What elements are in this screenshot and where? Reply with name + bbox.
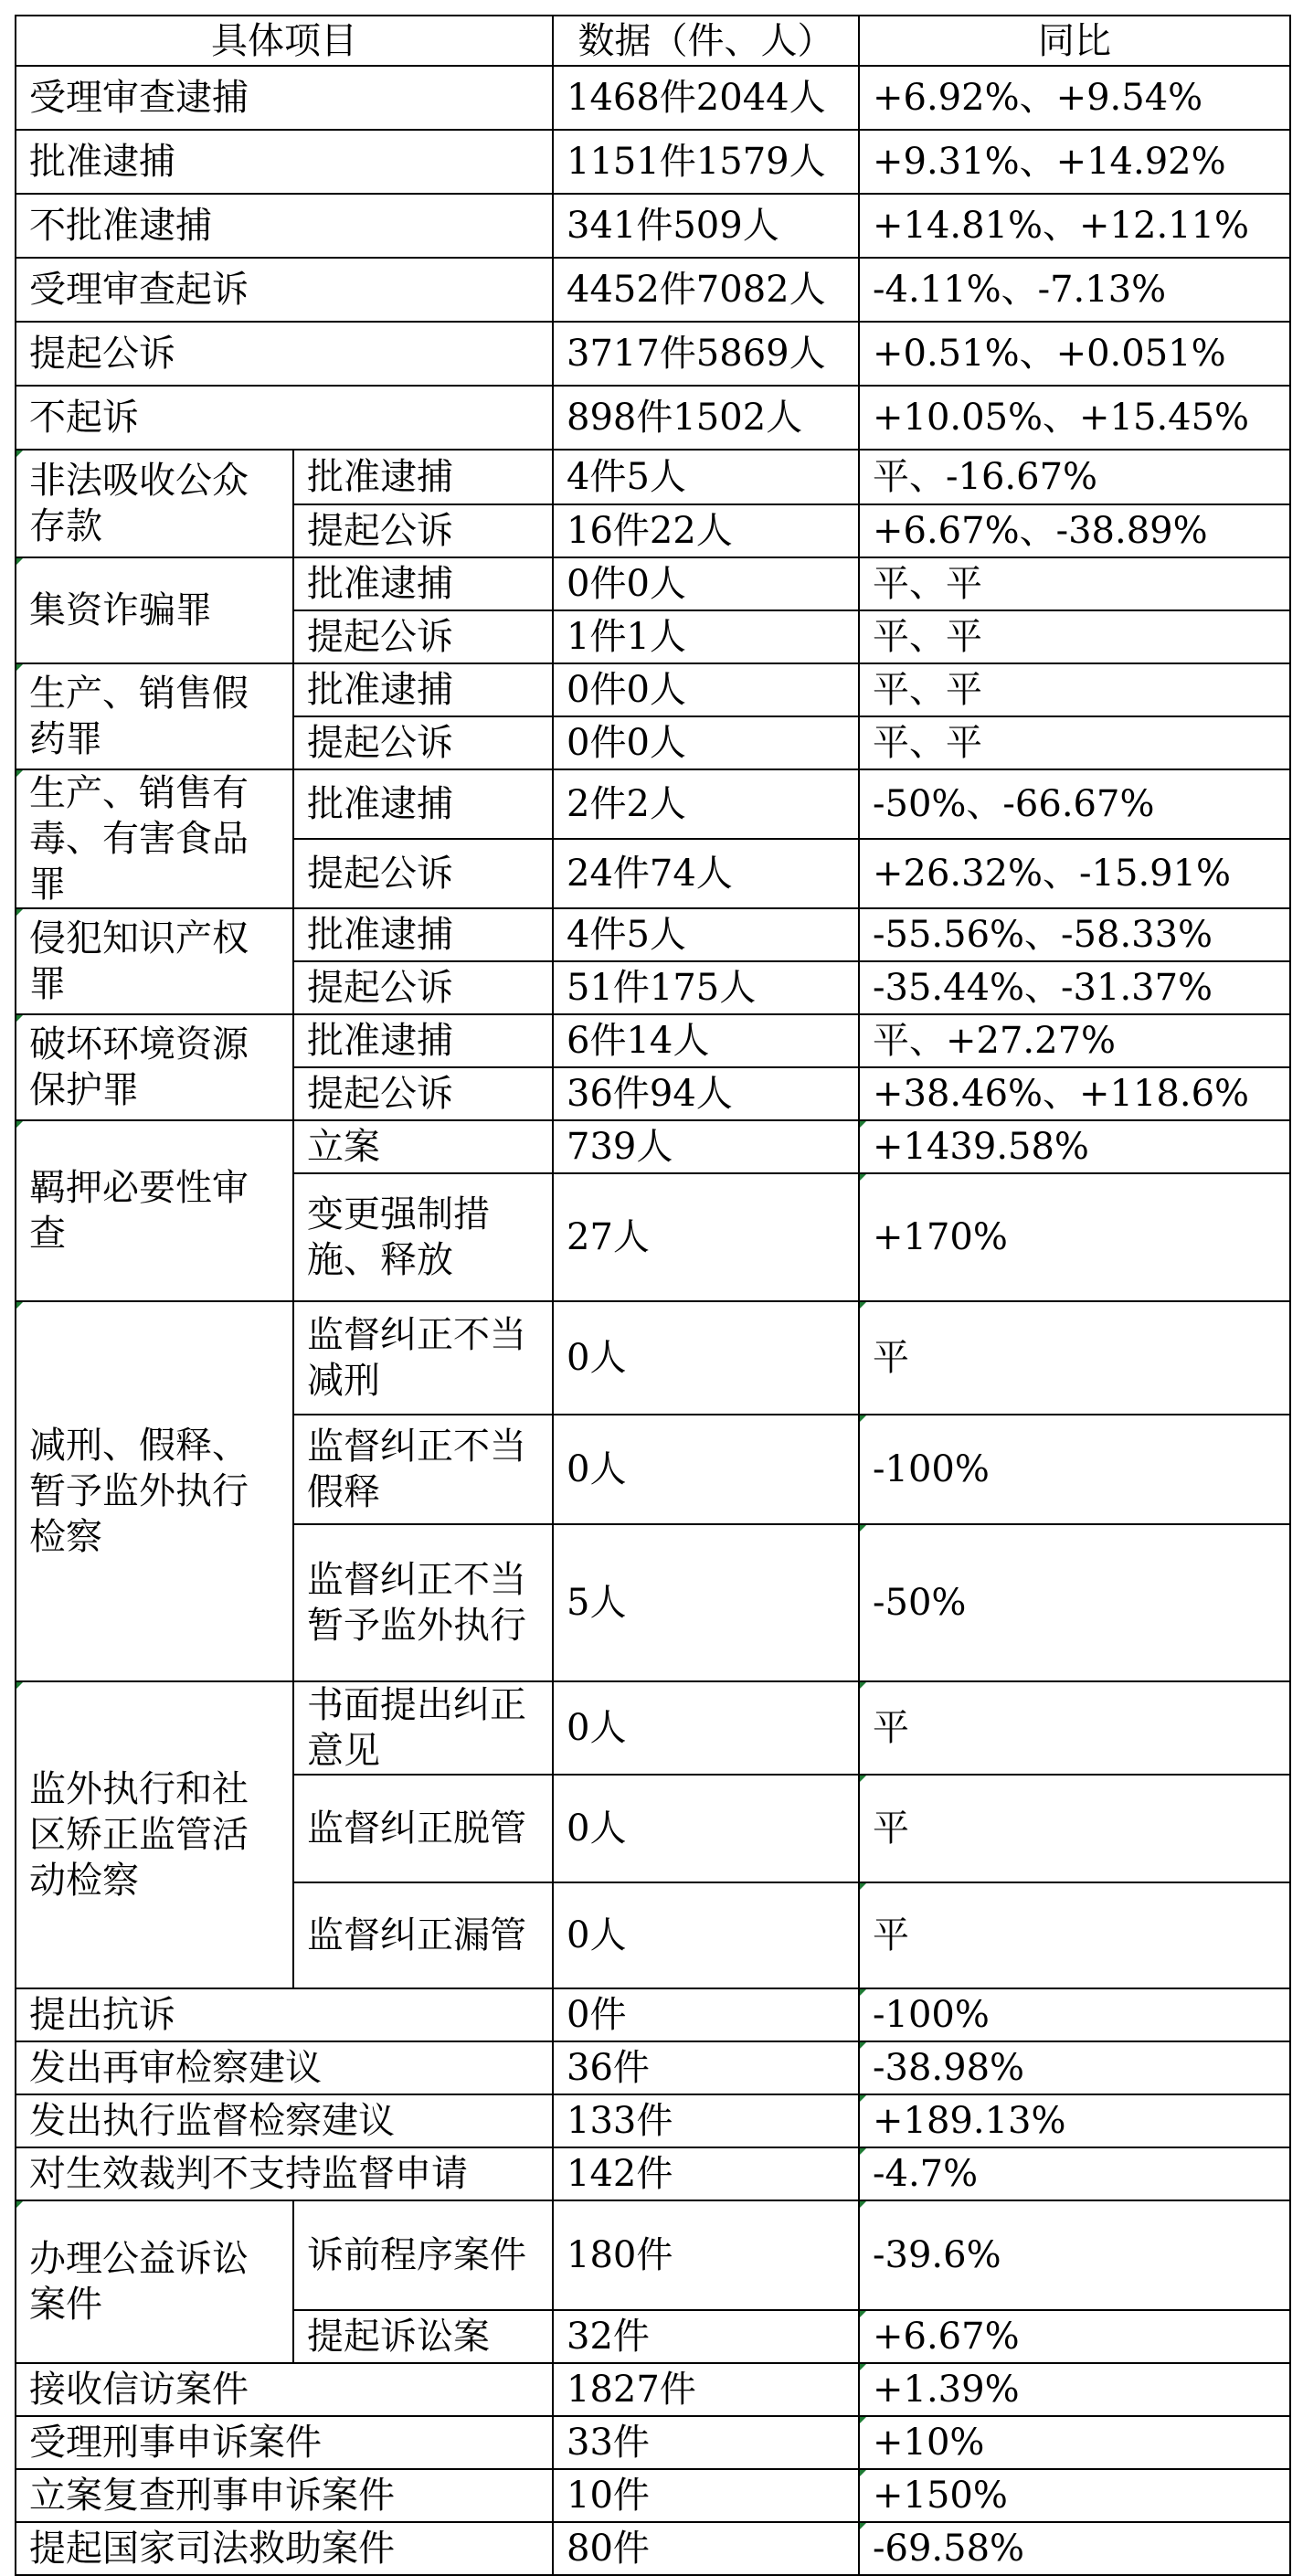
sub-item: 监督纠正漏管 bbox=[293, 1882, 553, 1988]
sub-yoy: -39.6% bbox=[859, 2200, 1290, 2310]
row-item: 批准逮捕 bbox=[16, 130, 553, 194]
sub-item: 监督纠正不当暂予监外执行 bbox=[293, 1524, 553, 1681]
sub-data: 180件 bbox=[553, 2200, 859, 2310]
header-row bbox=[16, 16, 1290, 66]
header-data: 数据（件、人） bbox=[553, 16, 859, 66]
sub-item: 批准逮捕 bbox=[293, 769, 553, 839]
sub-yoy: -50%、-66.67% bbox=[859, 769, 1290, 839]
table-row bbox=[16, 2200, 1290, 2310]
sub-yoy: 平、平 bbox=[859, 610, 1290, 663]
row-data: 133件 bbox=[553, 2094, 859, 2147]
row-data: 10件 bbox=[553, 2469, 859, 2522]
sub-yoy: 平 bbox=[859, 1301, 1290, 1415]
sub-item: 提起公诉 bbox=[293, 961, 553, 1014]
table-row bbox=[16, 130, 1290, 194]
sub-yoy: 平 bbox=[859, 1681, 1290, 1775]
row-yoy: +10% bbox=[859, 2416, 1290, 2469]
category-label: 破坏环境资源保护罪 bbox=[16, 1014, 293, 1120]
sub-data: 0件0人 bbox=[553, 716, 859, 769]
table-row bbox=[16, 322, 1290, 386]
sub-item: 批准逮捕 bbox=[293, 450, 553, 504]
sub-item: 提起公诉 bbox=[293, 504, 553, 557]
sub-item: 批准逮捕 bbox=[293, 663, 553, 716]
table-row bbox=[16, 1681, 1290, 1775]
row-data: 142件 bbox=[553, 2147, 859, 2200]
table-row bbox=[16, 66, 1290, 130]
sub-data: 27人 bbox=[553, 1173, 859, 1301]
sub-item: 立案 bbox=[293, 1120, 553, 1173]
row-item: 发出执行监督检察建议 bbox=[16, 2094, 553, 2147]
sub-yoy: 平、平 bbox=[859, 663, 1290, 716]
sub-item: 提起公诉 bbox=[293, 610, 553, 663]
header-item: 具体项目 bbox=[16, 16, 553, 66]
row-item: 提起公诉 bbox=[16, 322, 553, 386]
category-label: 集资诈骗罪 bbox=[16, 557, 293, 663]
category-label: 减刑、假释、暂予监外执行检察 bbox=[16, 1301, 293, 1681]
sub-data: 51件175人 bbox=[553, 961, 859, 1014]
table-row bbox=[16, 386, 1290, 450]
table-row bbox=[16, 557, 1290, 610]
table-row bbox=[16, 2147, 1290, 2200]
row-item: 提起国家司法救助案件 bbox=[16, 2522, 553, 2575]
sub-data: 4件5人 bbox=[553, 908, 859, 961]
sub-yoy: +38.46%、+118.6% bbox=[859, 1067, 1290, 1120]
row-yoy: -100% bbox=[859, 1988, 1290, 2041]
sub-yoy: -35.44%、-31.37% bbox=[859, 961, 1290, 1014]
row-item: 不批准逮捕 bbox=[16, 194, 553, 258]
table-row bbox=[16, 2522, 1290, 2575]
table-row bbox=[16, 1301, 1290, 1415]
category-label: 羁押必要性审查 bbox=[16, 1120, 293, 1301]
sub-yoy: +6.67%、-38.89% bbox=[859, 504, 1290, 557]
row-item: 受理审查逮捕 bbox=[16, 66, 553, 130]
sub-data: 2件2人 bbox=[553, 769, 859, 839]
sub-item: 批准逮捕 bbox=[293, 1014, 553, 1067]
sub-data: 32件 bbox=[553, 2310, 859, 2363]
sub-item: 提起公诉 bbox=[293, 1067, 553, 1120]
table-row bbox=[16, 450, 1290, 504]
row-yoy: -69.58% bbox=[859, 2522, 1290, 2575]
sub-data: 0件0人 bbox=[553, 557, 859, 610]
table-row bbox=[16, 2041, 1290, 2094]
row-data: 3717件5869人 bbox=[553, 322, 859, 386]
sub-yoy: -50% bbox=[859, 1524, 1290, 1681]
row-yoy: -4.11%、-7.13% bbox=[859, 258, 1290, 322]
row-yoy: +0.51%、+0.051% bbox=[859, 322, 1290, 386]
sub-data: 6件14人 bbox=[553, 1014, 859, 1067]
sub-data: 0人 bbox=[553, 1301, 859, 1415]
table-row bbox=[16, 2416, 1290, 2469]
table-row bbox=[16, 2363, 1290, 2416]
sub-data: 36件94人 bbox=[553, 1067, 859, 1120]
row-data: 0件 bbox=[553, 1988, 859, 2041]
row-data: 80件 bbox=[553, 2522, 859, 2575]
table-row bbox=[16, 769, 1290, 839]
sub-data: 739人 bbox=[553, 1120, 859, 1173]
row-yoy: +189.13% bbox=[859, 2094, 1290, 2147]
category-label: 生产、销售假药罪 bbox=[16, 663, 293, 769]
sub-yoy: 平、+27.27% bbox=[859, 1014, 1290, 1067]
row-item: 提出抗诉 bbox=[16, 1988, 553, 2041]
sub-yoy: +170% bbox=[859, 1173, 1290, 1301]
row-data: 341件509人 bbox=[553, 194, 859, 258]
sub-yoy: +1439.58% bbox=[859, 1120, 1290, 1173]
sub-item: 提起诉讼案 bbox=[293, 2310, 553, 2363]
sub-yoy: -100% bbox=[859, 1415, 1290, 1524]
row-yoy: +9.31%、+14.92% bbox=[859, 130, 1290, 194]
sub-data: 24件74人 bbox=[553, 839, 859, 908]
sub-yoy: -55.56%、-58.33% bbox=[859, 908, 1290, 961]
sub-item: 诉前程序案件 bbox=[293, 2200, 553, 2310]
row-item: 不起诉 bbox=[16, 386, 553, 450]
row-data: 898件1502人 bbox=[553, 386, 859, 450]
sub-data: 0人 bbox=[553, 1882, 859, 1988]
header-yoy: 同比 bbox=[859, 16, 1290, 66]
category-label: 非法吸收公众存款 bbox=[16, 450, 293, 557]
table-row bbox=[16, 1988, 1290, 2041]
sub-yoy: 平 bbox=[859, 1775, 1290, 1882]
row-data: 4452件7082人 bbox=[553, 258, 859, 322]
sub-item: 书面提出纠正意见 bbox=[293, 1681, 553, 1775]
sub-data: 5人 bbox=[553, 1524, 859, 1681]
sub-item: 监督纠正不当假释 bbox=[293, 1415, 553, 1524]
category-label: 监外执行和社区矫正监管活动检察 bbox=[16, 1681, 293, 1988]
row-yoy: -38.98% bbox=[859, 2041, 1290, 2094]
sub-item: 变更强制措施、释放 bbox=[293, 1173, 553, 1301]
sub-item: 提起公诉 bbox=[293, 839, 553, 908]
row-data: 1827件 bbox=[553, 2363, 859, 2416]
row-item: 受理审查起诉 bbox=[16, 258, 553, 322]
sub-yoy: +26.32%、-15.91% bbox=[859, 839, 1290, 908]
sub-yoy: 平、平 bbox=[859, 716, 1290, 769]
row-data: 33件 bbox=[553, 2416, 859, 2469]
category-label: 办理公益诉讼案件 bbox=[16, 2200, 293, 2363]
sub-item: 批准逮捕 bbox=[293, 908, 553, 961]
row-yoy: +10.05%、+15.45% bbox=[859, 386, 1290, 450]
sub-data: 4件5人 bbox=[553, 450, 859, 504]
table-row bbox=[16, 194, 1290, 258]
table-row bbox=[16, 2094, 1290, 2147]
row-yoy: -4.7% bbox=[859, 2147, 1290, 2200]
sub-yoy: 平 bbox=[859, 1882, 1290, 1988]
row-item: 对生效裁判不支持监督申请 bbox=[16, 2147, 553, 2200]
row-item: 立案复查刑事申诉案件 bbox=[16, 2469, 553, 2522]
table-row bbox=[16, 1120, 1290, 1173]
row-yoy: +14.81%、+12.11% bbox=[859, 194, 1290, 258]
table-row bbox=[16, 2469, 1290, 2522]
category-label: 侵犯知识产权罪 bbox=[16, 908, 293, 1014]
row-data: 36件 bbox=[553, 2041, 859, 2094]
sub-data: 0件0人 bbox=[553, 663, 859, 716]
sub-item: 批准逮捕 bbox=[293, 557, 553, 610]
table-row bbox=[16, 663, 1290, 716]
statistics-table bbox=[15, 15, 1291, 2576]
sub-yoy: 平、平 bbox=[859, 557, 1290, 610]
row-data: 1468件2044人 bbox=[553, 66, 859, 130]
sub-data: 0人 bbox=[553, 1415, 859, 1524]
category-label: 生产、销售有毒、有害食品罪 bbox=[16, 769, 293, 908]
row-item: 受理刑事申诉案件 bbox=[16, 2416, 553, 2469]
table-row bbox=[16, 908, 1290, 961]
row-yoy: +150% bbox=[859, 2469, 1290, 2522]
sub-item: 监督纠正不当减刑 bbox=[293, 1301, 553, 1415]
table-row bbox=[16, 258, 1290, 322]
sub-data: 1件1人 bbox=[553, 610, 859, 663]
table-row bbox=[16, 1014, 1290, 1067]
row-data: 1151件1579人 bbox=[553, 130, 859, 194]
sub-item: 提起公诉 bbox=[293, 716, 553, 769]
sub-item: 监督纠正脱管 bbox=[293, 1775, 553, 1882]
sub-yoy: +6.67% bbox=[859, 2310, 1290, 2363]
sub-yoy: 平、-16.67% bbox=[859, 450, 1290, 504]
row-yoy: +1.39% bbox=[859, 2363, 1290, 2416]
row-yoy: +6.92%、+9.54% bbox=[859, 66, 1290, 130]
sub-data: 0人 bbox=[553, 1681, 859, 1775]
sub-data: 0人 bbox=[553, 1775, 859, 1882]
row-item: 发出再审检察建议 bbox=[16, 2041, 553, 2094]
sub-data: 16件22人 bbox=[553, 504, 859, 557]
row-item: 接收信访案件 bbox=[16, 2363, 553, 2416]
